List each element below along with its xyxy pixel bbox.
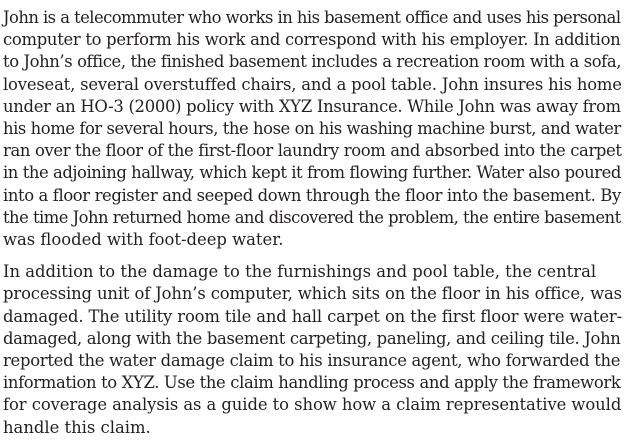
paragraph-spacer: [3, 251, 621, 261]
text-line: the time John returned home and discovered the problem, the entire basement: [3, 207, 621, 227]
text-line: loveseat, several overstuffed chairs, and a pool table. John insures his home: [3, 74, 622, 94]
text-line: damaged. The utility room tile and hall carpet on the first floor were water-: [3, 306, 623, 326]
text-line: reported the water damage claim to his insurance agent, who forwarded the: [3, 351, 621, 371]
text-line: his home for several hours, the hose on his washing machine burst, and water: [3, 119, 621, 139]
text-line: processing unit of John’s computer, which sits on the floor in his office, was: [3, 284, 622, 304]
text-line: damaged, along with the basement carpeting, paneling, and ceiling tile. John: [3, 328, 621, 348]
text-line: computer to perform his work and correspond with his employer. In addition: [3, 30, 621, 50]
paragraph-scenario: [3, 7, 621, 251]
document-page: [3, 7, 621, 439]
text-line: In addition to the damage to the furnishings and pool table, the central: [3, 262, 597, 282]
text-line: handle this claim.: [3, 417, 151, 437]
text-line: ran over the floor of the first-floor laundry room and absorbed into the carpet: [3, 141, 622, 161]
text-line: for coverage analysis as a guide to show how a claim representative would: [3, 395, 622, 415]
paragraph-task: [3, 261, 621, 439]
text-line: information to XYZ. Use the claim handling process and apply the framework: [3, 373, 621, 393]
text-line: under an HO-3 (2000) policy with XYZ Insurance. While John was away from: [3, 96, 621, 116]
text-line: was flooded with foot-deep water.: [3, 230, 284, 250]
text-line: to John’s office, the finished basement includes a recreation room with a sofa,: [3, 52, 622, 72]
text-line: into a floor register and seeped down through the floor into the basement. By: [3, 185, 621, 205]
text-line: in the adjoining hallway, which kept it from flowing further. Water also poured: [3, 163, 621, 183]
text-line: John is a telecommuter who works in his basement office and uses his personal: [3, 8, 621, 27]
